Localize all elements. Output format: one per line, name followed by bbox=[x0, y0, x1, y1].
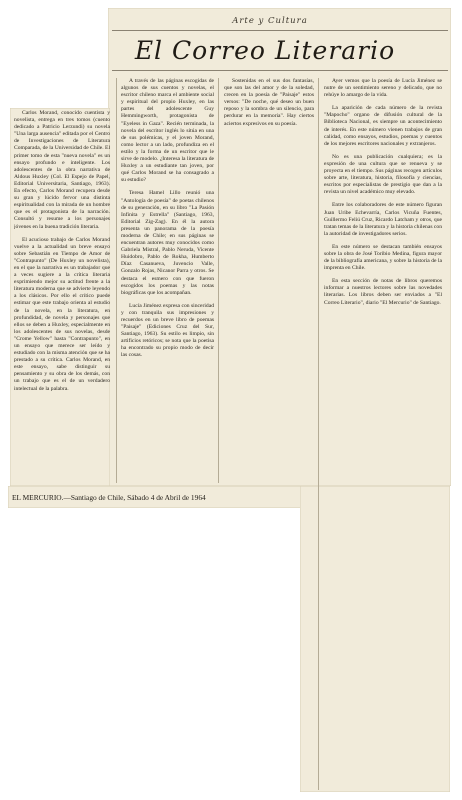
col1-paragraph-1: Carlos Morand, conocido cuentista y novelista, entrega en tres tomos (cuento dedicado a Patricio Lerzundi) su novela "Una larga ausencia" editada por el Centro de Investigaciones de Literatura Comparada, de la Universidad de Chile. El primer tomo de esta "nueva novela" es un ensayo profundo e inteligente. Los adolescentes de la obra narrativa de Aldous Huxley (Col. El Espejo de Papel, Editorial Universitaria, Santiago, 1963). En efecto, Carlos Morand recupera desde su gran y lúcido fervor una distinta espiritualidad con la mirada de un hombre que es el protagonista de la narración. Consultó y resume a los personajes jóvenes en la buena tradición literaria. bbox=[14, 110, 110, 230]
col4-paragraph-2: La aparición de cada número de la revista "Mapocho" organo de difusión cultural de la Biblioteca Nacional, es siempre un acontecimiento de interés. En este número vienen trabajos de gran calidad, como ensayos, estudios, poemas y cuentos de los mejores escritores nacionales y extranjeros. bbox=[324, 105, 442, 147]
col4-paragraph-1: Ayer vemos que la poesía de Lucía Jiménez se nutre de un sentimiento sereno y delicado, que no rehúye lo amargo de la vida. bbox=[324, 78, 442, 99]
col4-paragraph-6: En esta sección de notas de libros queremos informar a nuestros lectores sobre las novedades literarias. Los libros deben ser enviados a "El Correo Literario", diario "El Mercurio" de Santiago. bbox=[324, 278, 442, 306]
column-3 bbox=[224, 78, 314, 482]
col4-paragraph-4: Entre los colaboradores de este número figuran Juan Uribe Echevarría, Carlos Vicuña Fuentes, Guillermo Feliú Cruz, Ricardo Latcham y otros, que tratan temas de la literatura y la historia chilenas con la autoridad de investigadores serios. bbox=[324, 202, 442, 237]
section-label: Arte y Cultura bbox=[232, 16, 308, 26]
column-1 bbox=[14, 110, 110, 482]
col2-paragraph-2: Teresa Hamel Lillo reunió una "Antología de poesía" de poetas chilenos de su generación, en su libro "La Pasión Infinita y Estrella" (Santiago, 1963, Editorial Zig-Zag). En él la autora presenta un panorama de la poesía moderna de Chile; en sus páginas se encuentran autores muy conocidos como Gabriela Mistral, Pablo Neruda, Vicente Huidobro, Pablo de Rokha, Humberto Díaz Casanueva, Juvencio Valle, Gonzalo Rojas, Nicanor Parra y otros. Se destaca el esmero con que fueron escogidos los poemas y las notas biográficas que los acompañan. bbox=[121, 190, 214, 296]
header-rule bbox=[112, 30, 448, 31]
col3-paragraph-a: Sostenidas en el sus dos fantasías, que son las del amor y de la soledad, crecen en la poesía de "Paisaje" estos versos: "De noche, qué deseo un buen reposo y la sombra de un silencio, para perdurar en la memoria". Hay ciertos aciertos expresivos en su poesía. bbox=[224, 78, 314, 127]
col2-paragraph-1: A través de las páginas escogidas de algunos de sus cuentos y novelas, el escritor chileno marca el ambiente social y espiritual del propio Huxley, en las partes del adolescente Guy Hemmingworth, protagonista de "Eyeless in Gaza". Recién terminada, la novela del escritor inglés lo sitúa en una de sus polémicas, y el joven Morand, como lector a un lado, profundiza en el estilo y la forma de un escritor que le sirve de modelo. ¿Interesa la literatura de Huxley a un estudiante tan joven, por qué Carlos Morand se ha consagrado a su estudio? bbox=[121, 78, 214, 184]
column-divider-2 bbox=[218, 78, 219, 483]
newspaper-masthead: EL MERCURIO.—Santiago de Chile, Sábado 4 de Abril de 1964 bbox=[12, 493, 206, 502]
headline-rule bbox=[112, 70, 448, 71]
headline: El Correo Literario bbox=[134, 36, 396, 65]
column-divider-3 bbox=[318, 78, 319, 790]
col4-paragraph-5: En este número se destacan también ensayos sobre la obra de José Toribio Medina, figura mayor de la bibliografía americana, y sobre la historia de la imprenta en Chile. bbox=[324, 243, 442, 272]
col1-paragraph-2: El acucioso trabajo de Carlos Morand vuelve a la actualidad un breve ensayo sobre Sebastián en Tiempo de Amor de "Contrapunto" (De Huxley un novelista), en el que la narrativa es un trabajador que a veces sugiere a la crítica literaria exprimiendo mejor su actitud frente a la literatura moderna que se advierte leyendo a los clásicos. Por ello el crítico puede estimar que este trabajo orienta al estudio de la novela, en la literatura, en profundidad, de novela y personajes que ellos se deben a Huxley, especialmente en los adolescentes de sus novelas, desde "Crome Yellow" hasta "Contrapunto", en un ensayo que merece ser leído y estudiado con la misma atención que se ha prestado a su crítica. Carlos Morand, en este ensayo, sabe distinguir su pensamiento y su obra de los demás, con un trabajo que es el de un verdadero intelectual de la palabra. bbox=[14, 236, 110, 392]
col4-paragraph-3: No es una publicación cualquiera; es la expresión de una cultura que se renueva y se proyecta en el tiempo. Sus páginas recogen artículos sobre arte, literatura, historia, filosofía y ciencias, escritos por especialistas de prestigio que dan a la revista un nivel académico muy elevado. bbox=[324, 153, 442, 196]
column-2 bbox=[121, 78, 214, 482]
column-4 bbox=[324, 78, 442, 786]
col2-paragraph-3: Lucía Jiménez expresa con sinceridad y con tranquila sus impresiones y recuerdos en un breve libro de poemas "Paisaje" (Ediciones Cruz del Sur, Santiago, 1963). Su estilo es limpio, sin artificios retóricos; se nota que la poetisa ha encontrado su propio modo de decir las cosas. bbox=[121, 302, 214, 359]
column-divider-1 bbox=[116, 78, 117, 483]
